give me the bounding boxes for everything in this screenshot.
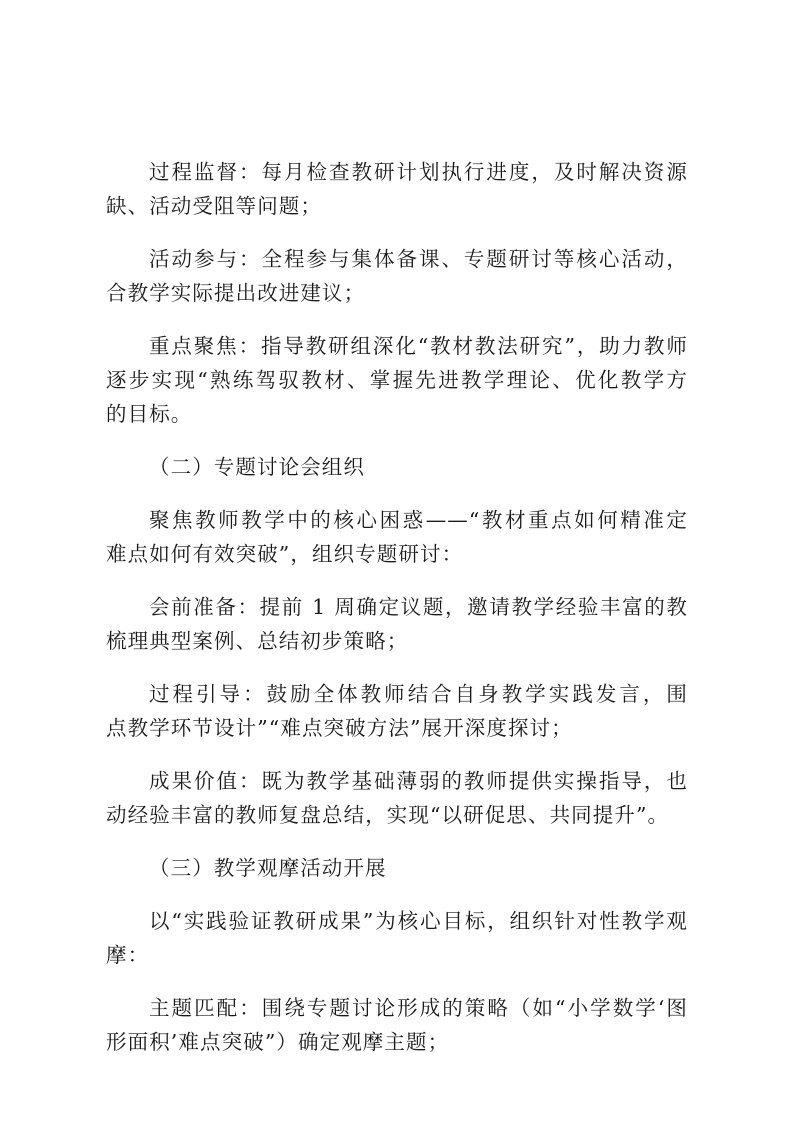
text-line: 以“实践验证教研成果”为核心目标，组织针对性教学观	[149, 909, 688, 933]
text-line: 过程引导：鼓励全体教师结合自身教学实践发言，围	[149, 682, 688, 706]
section-heading-text: （二）专题讨论会组织	[149, 455, 365, 479]
text-line: 逐步实现“熟练驾驭教材、掌握先进教学理论、优化教学方	[106, 368, 688, 392]
paragraph-preparation	[106, 590, 688, 658]
text-line: 重点聚焦：指导教研组深化“教材教法研究”，助力教师	[149, 334, 688, 358]
section-heading-3	[106, 851, 688, 885]
text-line: 摩：	[106, 943, 150, 967]
paragraph-outcome-value	[106, 764, 688, 832]
text-line: 活动参与：全程参与集体备课、专题研讨等核心活动，	[149, 247, 688, 271]
paragraph-theme-matching	[106, 991, 688, 1059]
text-line: 会前准备：提前 1 周确定议题，邀请教学经验丰富的教	[149, 595, 688, 619]
text-line: 成果价值：既为教学基础薄弱的教师提供实操指导，也	[149, 769, 688, 793]
text-line: 点教学环节设计”“难点突破方法”展开深度探讨；	[106, 716, 573, 740]
paragraph-process-guidance	[106, 677, 688, 745]
text-line: 动经验丰富的教师复盘总结，实现“以研促思、共同提升”。	[106, 803, 670, 827]
text-line: 合教学实际提出改进建议；	[106, 281, 366, 305]
paragraph-process-supervision	[106, 155, 688, 223]
text-line: 的目标。	[106, 402, 193, 426]
text-line: 梳理典型案例、总结初步策略；	[106, 629, 409, 653]
document-body	[106, 155, 688, 1059]
paragraph-seminar-intro	[106, 503, 688, 571]
paragraph-observation-intro	[106, 904, 688, 972]
paragraph-key-focus	[106, 329, 688, 431]
text-line: 主题匹配：围绕专题讨论形成的策略（如“小学数学‘图	[149, 996, 688, 1020]
section-heading-2	[106, 450, 688, 484]
text-line: 形面积’难点突破”）确定观摩主题；	[106, 1030, 450, 1054]
text-line: 难点如何有效突破”，组织专题研讨：	[106, 542, 464, 566]
text-line: 缺、活动受阻等问题；	[106, 194, 322, 218]
section-heading-text: （三）教学观摩活动开展	[149, 856, 387, 880]
text-line: 聚焦教师教学中的核心困惑——“教材重点如何精准定	[149, 508, 688, 532]
paragraph-activity-participation	[106, 242, 688, 310]
text-line: 过程监督：每月检查教研计划执行进度，及时解决资源	[149, 160, 688, 184]
